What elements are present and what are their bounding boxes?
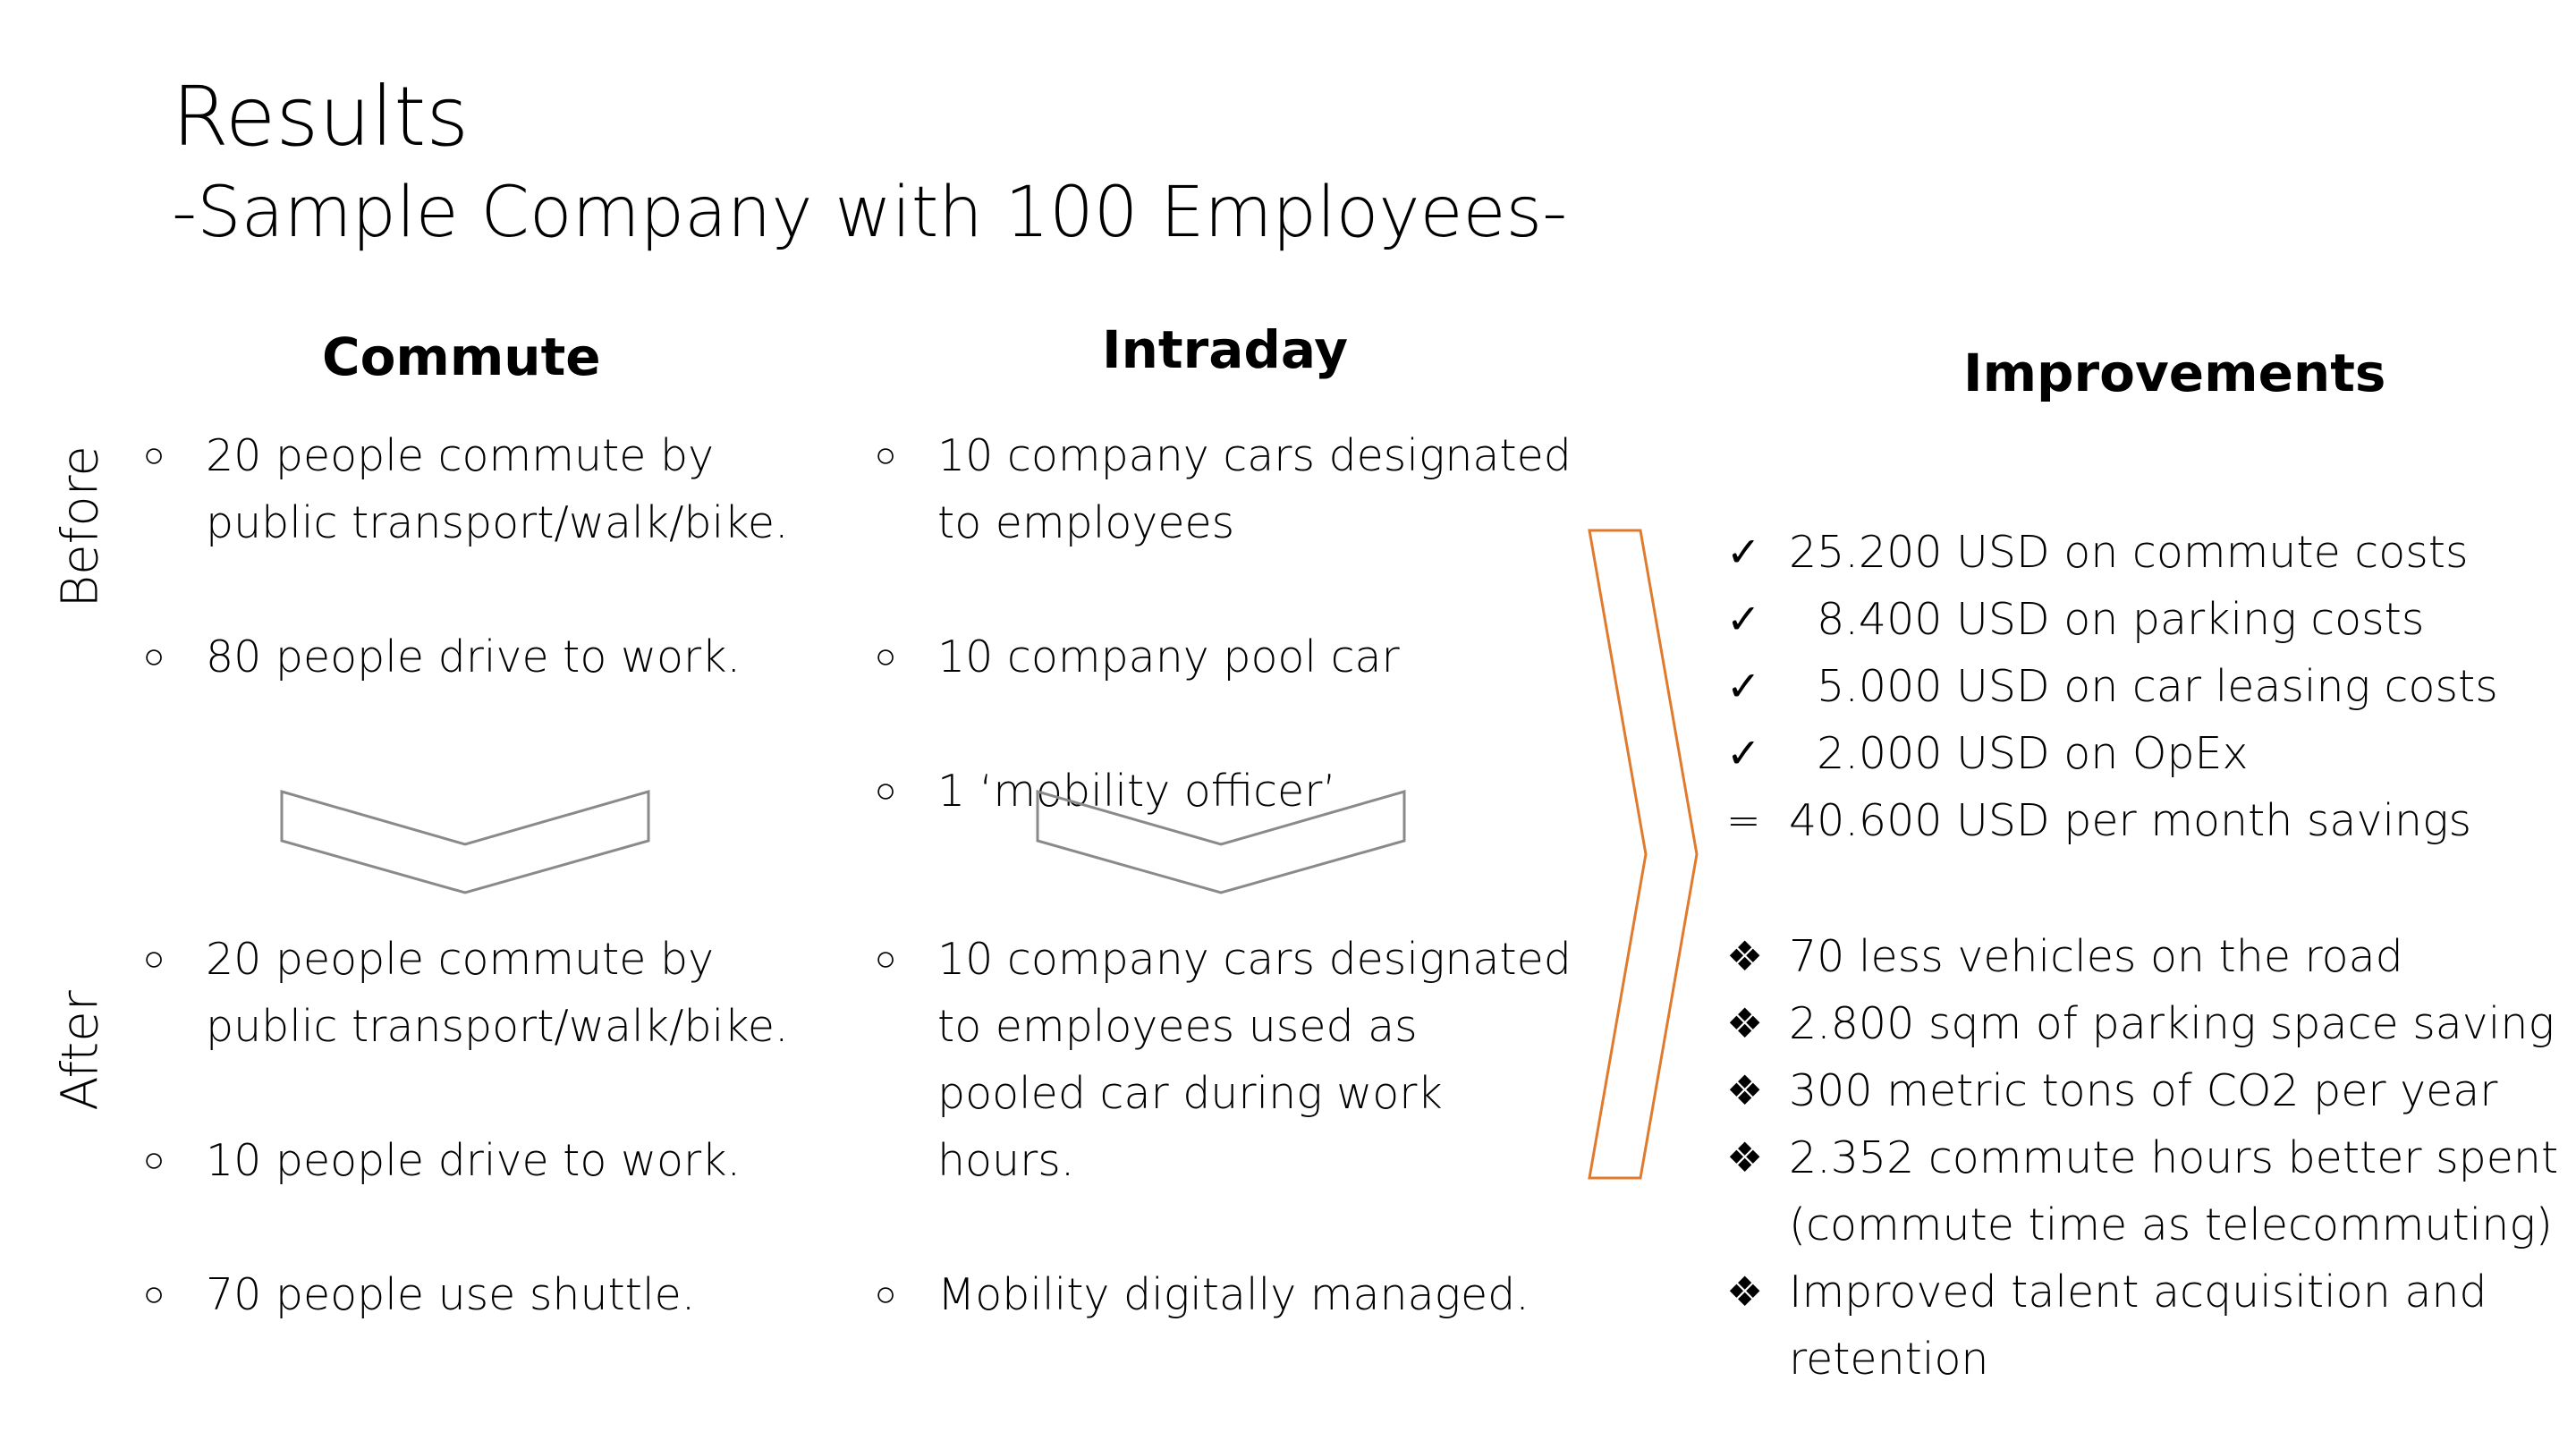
list-item: ○ 10 company pool car (875, 623, 1572, 691)
list-item: ❖ Improved talent acquisition and retention (1726, 1258, 2567, 1393)
circle-bullet-icon: ○ (143, 435, 165, 476)
commute-before-list (143, 422, 823, 691)
check-icon: ✓ (1726, 528, 1761, 576)
page-title: Results (172, 69, 470, 165)
diamond-bullet-icon: ❖ (1726, 1133, 1764, 1182)
list-item: ❖ 2.352 commute hours better spent (commute time as telecommuting) (1726, 1124, 2567, 1258)
list-item: ○ 80 people drive to work. (143, 623, 823, 691)
list-item: ○ 70 people use shuttle. (143, 1261, 823, 1328)
check-icon: ✓ (1726, 595, 1761, 643)
list-item: ○ 1 ‘mobility officer’ (875, 758, 1572, 825)
circle-bullet-icon: ○ (143, 1140, 165, 1181)
list-item: ❖ 2.800 sqm of parking space saving (1726, 990, 2567, 1057)
intraday-heading: Intraday (1102, 319, 1349, 380)
list-item: ○ 10 company cars designated to employees used as pooled car during work hours. (875, 926, 1572, 1194)
diamond-bullet-icon: ❖ (1726, 932, 1764, 980)
list-item: ✓ 2.000 USD on OpEx (1726, 720, 2567, 787)
diamond-bullet-icon: ❖ (1726, 1066, 1764, 1114)
list-item: ❖ 300 metric tons of CO2 per year (1726, 1057, 2567, 1124)
circle-bullet-icon: ○ (875, 636, 897, 677)
equals-icon: = (1726, 796, 1761, 844)
commute-down-chevron-icon (277, 787, 653, 896)
list-item: ○ 10 people drive to work. (143, 1127, 823, 1194)
diamond-bullet-icon: ❖ (1726, 999, 1764, 1047)
benefits-list (1726, 923, 2567, 1393)
circle-bullet-icon: ○ (875, 770, 897, 811)
intraday-before-list (875, 422, 1572, 825)
check-icon: ✓ (1726, 729, 1761, 777)
circle-bullet-icon: ○ (143, 1274, 165, 1315)
list-item: ✓ 25.200 USD on commute costs (1726, 519, 2567, 586)
savings-total: = 40.600 USD per month savings (1726, 787, 2567, 854)
right-chevron-arrow-icon (1585, 528, 1701, 1181)
list-item: ❖ 70 less vehicles on the road (1726, 923, 2567, 990)
circle-bullet-icon: ○ (875, 1274, 897, 1315)
list-item: ○ Mobility digitally managed. (875, 1261, 1572, 1328)
list-item: ○ 20 people commute by public transport/walk/bike. (143, 422, 823, 556)
list-item: ✓ 5.000 USD on car leasing costs (1726, 653, 2567, 720)
list-item: ○ 10 company cars designated to employees (875, 422, 1572, 556)
circle-bullet-icon: ○ (875, 938, 897, 979)
before-label: Before (51, 445, 110, 608)
list-item: ○ 20 people commute by public transport/walk/bike. (143, 926, 823, 1060)
savings-list (1726, 519, 2567, 854)
circle-bullet-icon: ○ (143, 938, 165, 979)
diamond-bullet-icon: ❖ (1726, 1267, 1764, 1316)
list-item: ✓ 8.400 USD on parking costs (1726, 586, 2567, 653)
commute-after-list (143, 926, 823, 1328)
commute-heading: Commute (322, 326, 601, 387)
check-icon: ✓ (1726, 662, 1761, 710)
circle-bullet-icon: ○ (143, 636, 165, 677)
page-subtitle: -Sample Company with 100 Employees- (172, 173, 1568, 253)
intraday-down-chevron-icon (1033, 787, 1409, 896)
improvements-heading: Improvements (1963, 343, 2386, 403)
circle-bullet-icon: ○ (875, 435, 897, 476)
intraday-after-list (875, 926, 1572, 1328)
after-label: After (51, 990, 110, 1111)
